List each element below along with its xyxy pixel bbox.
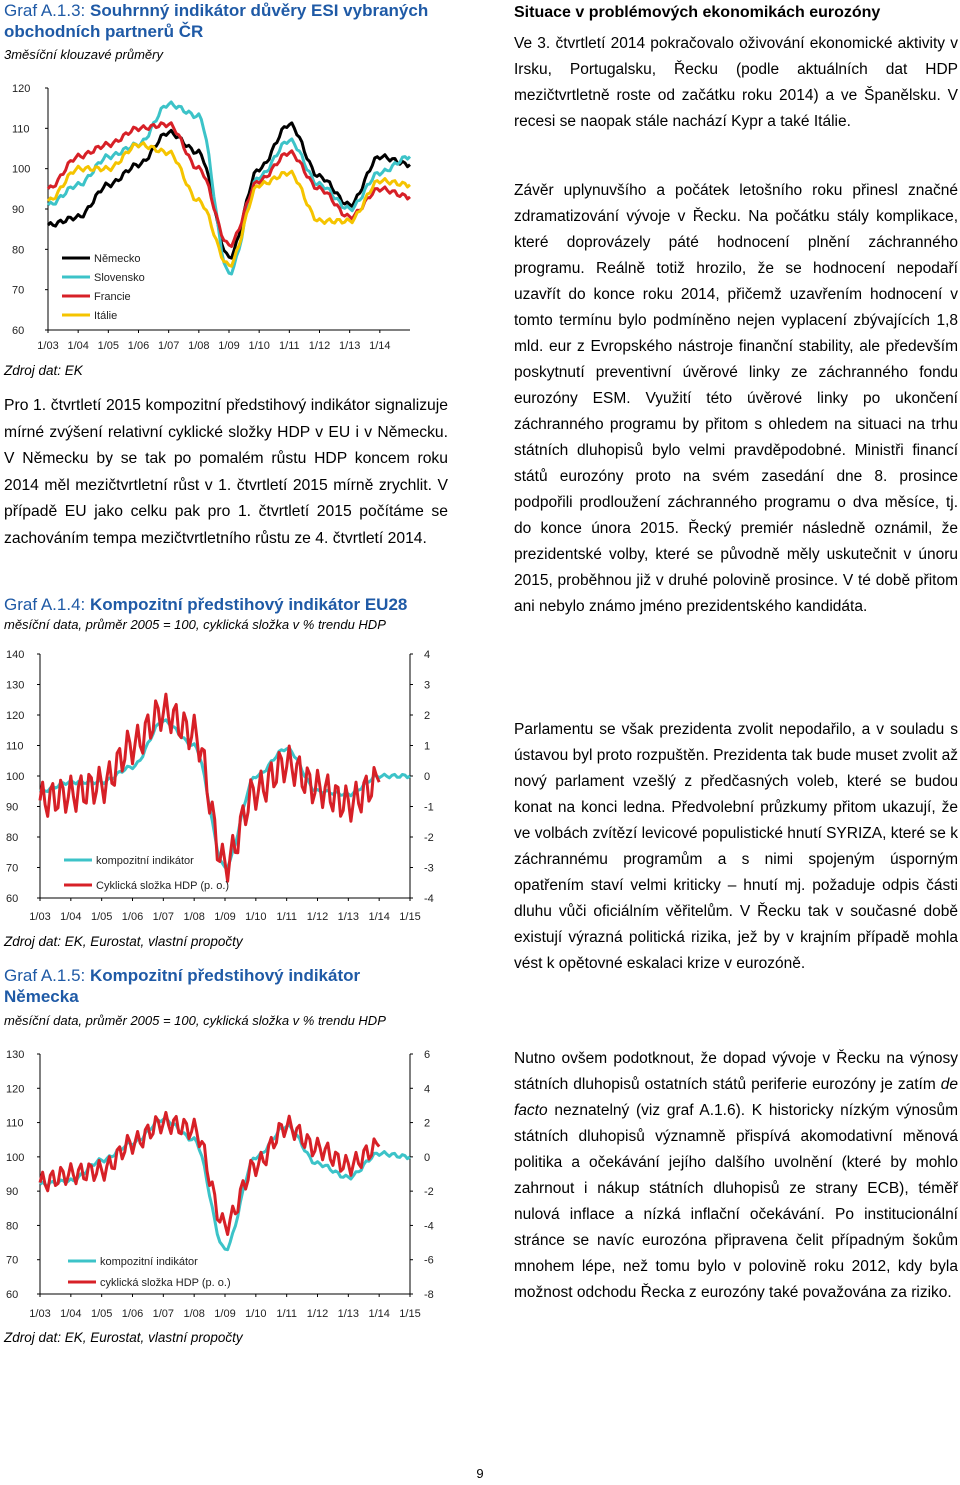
y-tick-label: 60 <box>12 325 25 337</box>
x-tick-label: 1/10 <box>245 1308 267 1320</box>
x-tick-label: 1/05 <box>90 911 113 923</box>
x-tick-label: 1/12 <box>308 340 331 352</box>
x-tick-label: 1/03 <box>29 1308 51 1320</box>
x-tick-label: 1/06 <box>121 1308 144 1320</box>
x-tick-label: 1/15 <box>399 1308 421 1320</box>
fig2-title-text: Kompozitní předstihový indikátor EU28 <box>90 595 408 614</box>
y-right-tick-label: -1 <box>424 801 434 814</box>
right-paragraph-4-italic: de facto <box>514 1076 958 1119</box>
x-tick-label: 1/11 <box>279 340 300 352</box>
series-line-2 <box>40 1112 379 1234</box>
x-tick-label: 1/14 <box>368 1308 390 1320</box>
x-tick-label: 1/09 <box>214 1308 236 1320</box>
y-tick-label: 110 <box>6 1117 24 1130</box>
y-tick-label: 120 <box>6 1083 25 1096</box>
x-tick-label: 1/13 <box>337 911 360 923</box>
y-tick-label: 120 <box>12 83 31 95</box>
y-right-tick-label: -4 <box>424 1220 434 1233</box>
right-paragraph-2: Závěr uplynuvšího a počátek letošního roku přinesl značné zdramatizování vývoje v Řecku. Na počátku stály komplikace, které doprovázely páté hodnocení plnění záchranného programu. Reálně totiž hrozilo, že se hodnocení nepodaří uzavřít do konce roku 2014, přičemž uzavřením hodnocení v tomto termínu bylo podmíněno nejen vyplacení zbývajících 1,8 mld. eur z Evropského nástroje finanční stability, ale především poskytnutí preventivní úvěrové linky ze záchranného fondu eurozóny ESM. Využití této úvěrové linky po ukončení záchranného programu by přitom s ohledem na situaci na trhu státních dluhopisů bylo velmi pravděpodobné. Ministři financí států eurozóny proto na svém zasedání dne 8. prosince podpořili prodloužení záchranného programu o dva měsíce, tj. do konce února 2015. Řecký premiér následně oznámil, že prezidentské volby, které se původně měly uskutečnit v únoru 2015, proběhnou již v druhé polovině prosince. V té době přitom ani nebylo známo jméno prezidentského kandidáta. <box>514 182 958 615</box>
x-tick-label: 1/07 <box>157 340 180 352</box>
chart-esi <box>0 68 440 358</box>
left-paragraph <box>4 393 448 552</box>
x-tick-label: 1/10 <box>245 911 267 923</box>
x-tick-label: 1/03 <box>37 340 59 352</box>
y-tick-label: 130 <box>6 1049 25 1061</box>
y-tick-label: 80 <box>6 832 19 844</box>
y-tick-label: 90 <box>6 1186 19 1199</box>
legend-label-2: Slovensko <box>94 272 145 284</box>
fig2-subtitle: měsíční data, průměr 2005 = 100, cyklická složka v % trendu HDP <box>4 617 386 632</box>
y-right-tick-label: -3 <box>424 862 434 875</box>
x-tick-label: 1/11 <box>276 1308 297 1320</box>
x-tick-label: 1/15 <box>399 911 421 923</box>
y-right-tick-label: -6 <box>424 1254 434 1267</box>
fig1-subtitle: 3měsíční klouzavé průměry <box>4 47 163 62</box>
y-right-tick-label: 3 <box>424 679 431 692</box>
fig2-number: Graf A.1.4: <box>4 595 86 614</box>
legend-label-1: kompozitní indikátor <box>96 855 194 867</box>
y-right-tick-label: 2 <box>424 710 431 722</box>
y-right-tick-label: 4 <box>424 649 431 661</box>
x-tick-label: 1/04 <box>60 1308 82 1320</box>
y-tick-label: 70 <box>12 284 25 297</box>
y-right-tick-label: -4 <box>424 893 434 905</box>
right-paragraph-4 <box>514 1046 958 1306</box>
y-right-tick-label: 1 <box>424 740 431 753</box>
y-tick-label: 60 <box>6 893 19 905</box>
x-tick-label: 1/14 <box>368 911 390 923</box>
y-tick-label: 110 <box>12 123 30 136</box>
y-right-tick-label: -8 <box>424 1289 434 1301</box>
right-paragraph-4-b: neznatelný (viz graf A.1.6). K historicky nízkým výnosům státních dluhopisů významně přispívá akomodativní měnová politika a očekávání jejího dalšího uvolnění (které by mohlo zahrnout i nákup státních dluhopisů ze strany ECB), téměř nulová inflace a nízká inflační očekávání. Po institucionální stránce se navíc eurozóna připravena čelit případným šokům mnohem lépe, než tomu bylo v polovině roku 2012, kdy byla možnost odchodu Řecka z eurozóny také považována za riziko. <box>514 1102 958 1301</box>
y-right-tick-label: 0 <box>424 1151 431 1164</box>
x-tick-label: 1/11 <box>276 911 297 923</box>
x-tick-label: 1/05 <box>90 1308 113 1320</box>
x-tick-label: 1/06 <box>127 340 150 352</box>
fig3-number: Graf A.1.5: <box>4 966 86 985</box>
right-paragraph-3: Parlamentu se však prezidenta zvolit nepodařilo, a v souladu s ústavou byl proto rozpuštěn. Prezidenta tak bude muset zvolit až nový parlament vzešlý z předčasných voleb, které se budou konat na konci ledna. Předvolební průzkumy přitom ukazují, že ve volbách zvítězí levicové populistické hnutí SYRIZA, které se k záchrannému programům a s nimi spojeným úsporným opatřením staví velmi kriticky – hnutí mj. požaduje odpis části dluhu vůči oficiálním věřitelům. V Řecku tak v současné době existují výrazná politická rizika, jež by v krajním případě mohla vést k opětovné eskalaci krize v eurozóně. <box>514 721 958 972</box>
fig3-title-text: Kompozitní předstihový indikátor Německa <box>4 966 361 1006</box>
y-right-tick-label: 4 <box>424 1083 431 1096</box>
fig3-title <box>4 965 404 1007</box>
series-line-1 <box>48 123 410 258</box>
y-tick-label: 130 <box>6 679 25 692</box>
fig1-title-text: Souhrnný indikátor důvěry ESI vybraných obchodních partnerů ČR <box>4 1 429 41</box>
y-tick-label: 80 <box>12 244 25 257</box>
legend-label-2: Cyklická složka HDP (p. o.) <box>96 880 230 892</box>
x-tick-label: 1/08 <box>183 911 205 923</box>
left-paragraph-text: Pro 1. čtvrtletí 2015 kompozitní předstihový indikátor signalizuje mírné zvýšení relativní cyklické složky HDP v EU i v Německu. V Německu by se tak po pomalém růstu HDP koncem roku 2014 měl mezičtvrtletní růst v 1. čtvrtletí 2015 mírně zrychlit. V případě EU jako celku pak pro 1. čtvrtletí 2015 počítáme se zachováním tempa mezičtvrtletního růstu ze 4. čtvrtletí 2014. <box>4 397 448 547</box>
x-tick-label: 1/12 <box>306 911 329 923</box>
y-tick-label: 70 <box>6 1254 19 1267</box>
y-tick-label: 60 <box>6 1289 19 1301</box>
y-tick-label: 90 <box>12 204 25 216</box>
y-right-tick-label: 6 <box>424 1049 431 1061</box>
x-tick-label: 1/06 <box>121 911 144 923</box>
x-tick-label: 1/03 <box>29 911 51 923</box>
page-number: 9 <box>476 1466 484 1481</box>
y-tick-label: 100 <box>6 1151 25 1164</box>
x-tick-label: 1/07 <box>152 1308 175 1320</box>
y-right-tick-label: 0 <box>424 771 431 783</box>
y-right-tick-label: -2 <box>424 832 434 844</box>
chart-eu28 <box>0 640 450 930</box>
x-tick-label: 1/13 <box>338 340 361 352</box>
chart-germany-svg <box>0 1036 450 1326</box>
y-tick-label: 80 <box>6 1220 19 1233</box>
fig2-source: Zdroj dat: EK, Eurostat, vlastní propočty <box>4 934 243 949</box>
right-paragraph-1: Ve 3. čtvrtletí 2014 pokračovalo oživování ekonomické aktivity v Irsku, Portugalsku, Řecku (podle aktuálních dat HDP mezičtvrtletně roste od začátku roku 2014) a ve Španělsku. V recesi se naopak stále nachází Kypr a také Itálie. <box>514 35 958 130</box>
fig3-subtitle: měsíční data, průměr 2005 = 100, cyklická složka v % trendu HDP <box>4 1013 386 1028</box>
y-tick-label: 100 <box>6 771 25 783</box>
legend-label-4: Itálie <box>94 310 118 322</box>
x-tick-label: 1/10 <box>248 340 270 352</box>
y-tick-label: 90 <box>6 801 19 814</box>
y-tick-label: 120 <box>6 710 25 722</box>
x-tick-label: 1/12 <box>306 1308 329 1320</box>
chart-esi-svg <box>0 68 440 358</box>
x-tick-label: 1/08 <box>183 1308 205 1320</box>
right-heading: Situace v problémových ekonomikách eurozóny <box>514 4 881 21</box>
x-tick-label: 1/05 <box>97 340 120 352</box>
fig2-title <box>4 594 452 615</box>
y-tick-label: 110 <box>6 740 24 753</box>
fig1-source: Zdroj dat: EK <box>4 363 83 378</box>
legend-label-1: kompozitní indikátor <box>100 1256 198 1268</box>
chart-eu28-svg <box>0 640 450 930</box>
x-tick-label: 1/09 <box>218 340 240 352</box>
x-tick-label: 1/07 <box>152 911 175 923</box>
fig3-source: Zdroj dat: EK, Eurostat, vlastní propočty <box>4 1330 243 1345</box>
y-tick-label: 140 <box>6 649 25 661</box>
x-tick-label: 1/08 <box>188 340 210 352</box>
x-tick-label: 1/04 <box>67 340 89 352</box>
x-tick-label: 1/04 <box>60 911 82 923</box>
legend-label-1: Německo <box>94 253 141 265</box>
y-tick-label: 100 <box>12 163 31 176</box>
x-tick-label: 1/14 <box>369 340 391 352</box>
legend-label-3: Francie <box>94 291 131 303</box>
fig1-title <box>4 0 452 42</box>
x-tick-label: 1/09 <box>214 911 236 923</box>
y-tick-label: 70 <box>6 862 19 875</box>
chart-germany <box>0 1036 450 1326</box>
y-right-tick-label: -2 <box>424 1186 434 1199</box>
fig1-number: Graf A.1.3: <box>4 1 86 20</box>
legend-label-2: cyklická složka HDP (p. o.) <box>100 1277 231 1289</box>
right-paragraph-4-a: Nutno ovšem podotknout, že dopad vývoje v Řecku na výnosy státních dluhopisů ostatních států periferie eurozóny je zatím <box>514 1050 958 1093</box>
x-tick-label: 1/13 <box>337 1308 360 1320</box>
series-line-3 <box>48 123 410 247</box>
series-line-2 <box>40 694 379 881</box>
y-right-tick-label: 2 <box>424 1117 431 1130</box>
